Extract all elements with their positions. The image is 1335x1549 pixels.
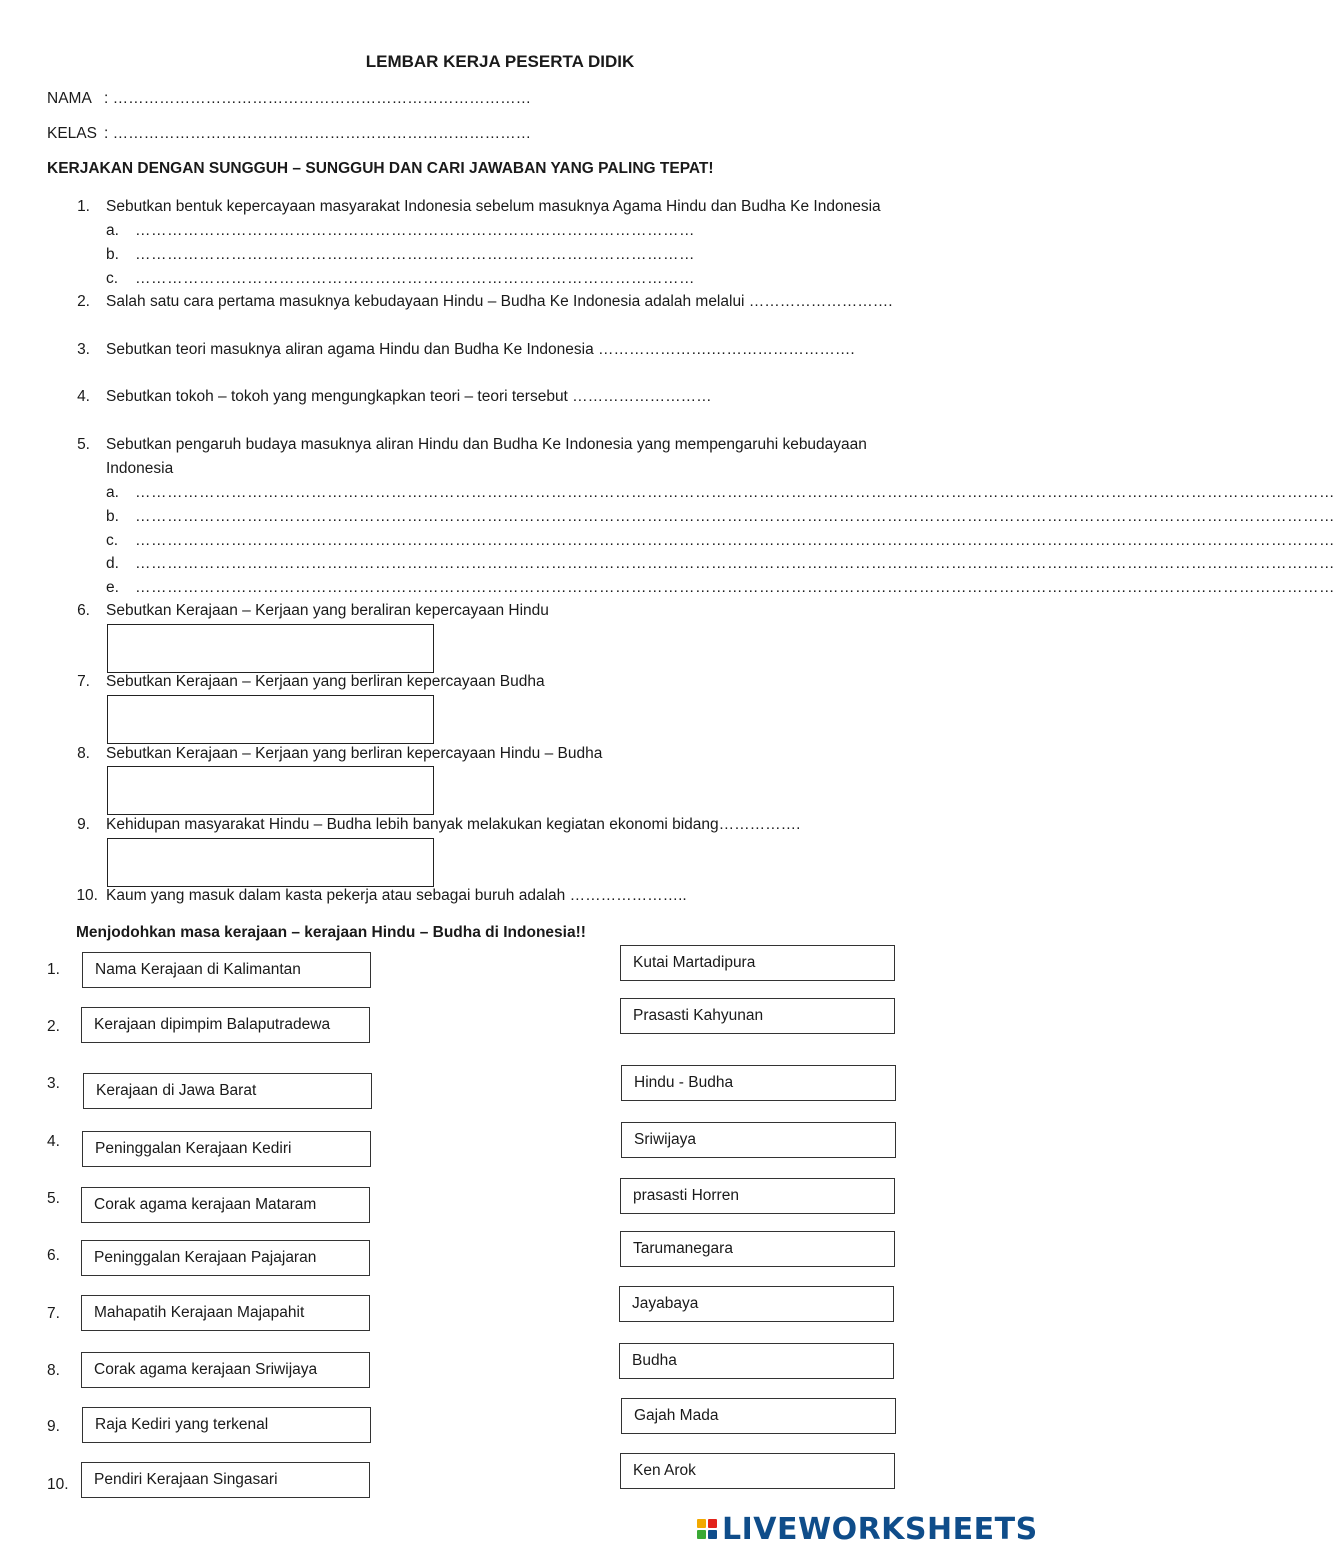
answer-box-8[interactable] bbox=[107, 766, 434, 815]
match-number: 6. bbox=[47, 1247, 60, 1264]
match-left-item[interactable] bbox=[81, 1240, 370, 1276]
match-right-item[interactable] bbox=[621, 1398, 896, 1434]
match-left-label: Raja Kediri yang terkenal bbox=[95, 1416, 269, 1433]
instruction-text: KERJAKAN DENGAN SUNGGUH – SUNGGUH DAN CARI JAWABAN YANG PALING TEPAT! bbox=[47, 160, 714, 177]
match-right-label: prasasti Horren bbox=[633, 1187, 739, 1204]
question-number: 6. bbox=[77, 602, 90, 619]
logo-grid-icon bbox=[697, 1519, 717, 1539]
answer-line-5a[interactable]: ……………………………………………………………………………………………………………………………………………………………………………………………………… bbox=[135, 484, 1335, 501]
brand-name: LIVEWORKSHEETS bbox=[722, 1511, 1038, 1547]
match-right-label: Budha bbox=[632, 1352, 677, 1369]
match-left-item[interactable] bbox=[82, 1131, 371, 1167]
match-left-item[interactable] bbox=[81, 1007, 370, 1043]
match-left-label: Peninggalan Kerajaan Pajajaran bbox=[94, 1249, 317, 1266]
match-right-label: Ken Arok bbox=[633, 1462, 696, 1479]
match-right-label: Sriwijaya bbox=[634, 1131, 697, 1148]
nama-input-line[interactable]: : ……………………………………………………………………… bbox=[104, 90, 532, 107]
match-left-label: Corak agama kerajaan Sriwijaya bbox=[94, 1361, 318, 1378]
question-number: 8. bbox=[77, 745, 90, 762]
question-number: 1. bbox=[77, 198, 90, 215]
question-number: 10. bbox=[76, 887, 98, 904]
question-number: 5. bbox=[77, 436, 90, 453]
match-right-item[interactable] bbox=[620, 1231, 895, 1267]
question-6-text: Sebutkan Kerajaan – Kerjaan yang beraliran kepercayaan Hindu bbox=[106, 602, 549, 619]
match-left-label: Nama Kerajaan di Kalimantan bbox=[95, 961, 301, 978]
question-number: 7. bbox=[77, 673, 90, 690]
question-1-text: Sebutkan bentuk kepercayaan masyarakat Indonesia sebelum masuknya Agama Hindu dan Budha Ke Indonesia bbox=[106, 198, 881, 215]
question-2-text: Salah satu cara pertama masuknya kebudayaan Hindu – Budha Ke Indonesia adalah melalui ………………………. bbox=[106, 293, 893, 310]
match-left-item[interactable] bbox=[81, 1295, 370, 1331]
question-number: 2. bbox=[77, 293, 90, 310]
match-left-item[interactable] bbox=[81, 1187, 370, 1223]
match-left-label: Pendiri Kerajaan Singasari bbox=[94, 1471, 278, 1488]
match-right-item[interactable] bbox=[620, 1453, 895, 1489]
match-left-item[interactable] bbox=[82, 952, 371, 988]
match-number: 9. bbox=[47, 1418, 60, 1435]
answer-line-1a[interactable]: …………………………………………………………………………………………… bbox=[135, 222, 695, 239]
sub-letter: c. bbox=[106, 532, 119, 549]
sub-letter: b. bbox=[106, 508, 119, 525]
match-number: 10. bbox=[47, 1476, 69, 1493]
match-left-item[interactable] bbox=[82, 1407, 371, 1443]
question-3-text: Sebutkan teori masuknya aliran agama Hindu dan Budha Ke Indonesia ………………….………………………. bbox=[106, 341, 855, 358]
question-5-text: Sebutkan pengaruh budaya masuknya aliran Hindu dan Budha Ke Indonesia yang mempengaruhi kebudayaan bbox=[106, 436, 867, 453]
match-right-item[interactable] bbox=[621, 1065, 896, 1101]
nama-label: NAMA bbox=[47, 90, 92, 107]
match-right-label: Hindu - Budha bbox=[634, 1074, 734, 1091]
match-right-label: Tarumanegara bbox=[633, 1240, 733, 1257]
match-right-item[interactable] bbox=[619, 1343, 894, 1379]
question-7-text: Sebutkan Kerajaan – Kerjaan yang berliran kepercayaan Budha bbox=[106, 673, 545, 690]
kelas-label: KELAS bbox=[47, 125, 97, 142]
sub-letter: a. bbox=[106, 484, 119, 501]
match-right-item[interactable] bbox=[621, 1122, 896, 1158]
page-title: LEMBAR KERJA PESERTA DIDIK bbox=[365, 52, 635, 71]
match-number: 4. bbox=[47, 1133, 60, 1150]
match-right-label: Kutai Martadipura bbox=[633, 954, 756, 971]
question-4-text: Sebutkan tokoh – tokoh yang mengungkapkan teori – teori tersebut ……………………… bbox=[106, 388, 712, 405]
match-left-item[interactable] bbox=[83, 1073, 372, 1109]
answer-box-6[interactable] bbox=[107, 624, 434, 673]
match-number: 1. bbox=[47, 961, 60, 978]
answer-line-1b[interactable]: …………………………………………………………………………………………… bbox=[135, 246, 695, 263]
kelas-input-line[interactable]: : ……………………………………………………………………… bbox=[104, 125, 532, 142]
match-left-item[interactable] bbox=[81, 1462, 370, 1498]
match-right-item[interactable] bbox=[620, 998, 895, 1034]
match-number: 5. bbox=[47, 1190, 60, 1207]
question-10-text: Kaum yang masuk dalam kasta pekerja atau sebagai buruh adalah ………………….. bbox=[106, 887, 687, 904]
answer-line-1c[interactable]: …………………………………………………………………………………………… bbox=[135, 270, 695, 287]
match-number: 2. bbox=[47, 1018, 60, 1035]
matching-heading: Menjodohkan masa kerajaan – kerajaan Hindu – Budha di Indonesia!! bbox=[76, 924, 586, 941]
question-number: 3. bbox=[77, 341, 90, 358]
sub-letter: e. bbox=[106, 579, 119, 596]
match-number: 3. bbox=[47, 1075, 60, 1092]
answer-line-5e[interactable]: ……………………………………………………………………………………………………………………………………………………………………………………………………… bbox=[135, 579, 1335, 596]
match-right-item[interactable] bbox=[620, 945, 895, 981]
match-left-label: Kerajaan dipimpim Balaputradewa bbox=[94, 1016, 331, 1033]
match-right-label: Prasasti Kahyunan bbox=[633, 1007, 764, 1024]
match-left-label: Mahapatih Kerajaan Majapahit bbox=[94, 1304, 305, 1321]
answer-box-7[interactable] bbox=[107, 695, 434, 744]
question-8-text: Sebutkan Kerajaan – Kerjaan yang berliran kepercayaan Hindu – Budha bbox=[106, 745, 603, 762]
match-right-item[interactable] bbox=[620, 1178, 895, 1214]
answer-box-9[interactable] bbox=[107, 838, 434, 887]
question-9-text: Kehidupan masyarakat Hindu – Budha lebih banyak melakukan kegiatan ekonomi bidang……………. bbox=[106, 816, 801, 833]
sub-letter: d. bbox=[106, 555, 119, 572]
liveworksheets-logo bbox=[697, 1512, 1038, 1546]
question-number: 4. bbox=[77, 388, 90, 405]
sub-letter: a. bbox=[106, 222, 119, 239]
match-left-item[interactable] bbox=[81, 1352, 370, 1388]
match-right-label: Gajah Mada bbox=[634, 1407, 719, 1424]
sub-letter: c. bbox=[106, 270, 119, 287]
match-number: 7. bbox=[47, 1305, 60, 1322]
match-number: 8. bbox=[47, 1362, 60, 1379]
question-number: 9. bbox=[77, 816, 90, 833]
answer-line-5d[interactable]: ……………………………………………………………………………………………………………………………………………………………………………………………………… bbox=[135, 555, 1335, 572]
match-left-label: Peninggalan Kerajaan Kediri bbox=[95, 1140, 292, 1157]
match-left-label: Kerajaan di Jawa Barat bbox=[96, 1082, 257, 1099]
match-left-label: Corak agama kerajaan Mataram bbox=[94, 1196, 317, 1213]
match-right-label: Jayabaya bbox=[632, 1295, 699, 1312]
answer-line-5b[interactable]: ……………………………………………………………………………………………………………………………………………………………………………………………………… bbox=[135, 508, 1335, 525]
answer-line-5c[interactable]: ……………………………………………………………………………………………………………………………………………………………………………………………………… bbox=[135, 532, 1335, 549]
match-right-item[interactable] bbox=[619, 1286, 894, 1322]
sub-letter: b. bbox=[106, 246, 119, 263]
question-5-text-cont: Indonesia bbox=[106, 460, 174, 477]
